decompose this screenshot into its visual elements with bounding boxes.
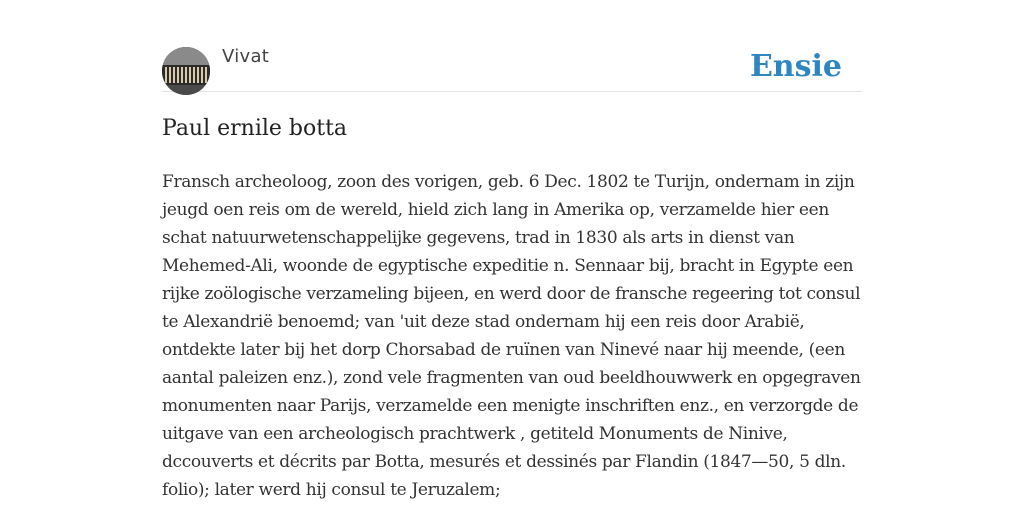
header bbox=[162, 0, 862, 92]
page-container bbox=[162, 0, 862, 500]
avatar[interactable] bbox=[162, 47, 210, 95]
article-title: Paul ernile botta bbox=[162, 116, 348, 141]
avatar-icon bbox=[162, 47, 210, 95]
brand-logo[interactable]: Ensie bbox=[749, 49, 842, 84]
article-body: Fransch archeoloog, zoon des vorigen, geb. 6 Dec. 1802 te Turijn, ondernam in zijn jeugd oen reis om de wereld, hield zich lang in Amerika op, verzamelde hier een schat natuurwetenschappelijke gegevens, trad in 1830 als arts in dienst van Mehemed-Ali, woonde de egyptische expeditie n. Sennaar bij, bracht in Egypte een rijke zoölogische verzameling bijeen, en werd door de fransche regeering tot consul te Alexandrië benoemd; van 'uit deze stad ondernam hij een reis door Arabië, ontdekte later bij het dorp Chorsabad de ruïnen van Ninevé naar hij meende, (een aantal paleizen enz.), zond vele fragmenten van oud beeldhouwwerk en opgegraven monumenten naar Parijs, verzamelde een menigte inschriften enz., en verzorgde de uitgave van een archeologisch prachtwerk , getiteld Monuments de Ninive, dccouverts et décrits par Botta, mesurés et dessinés par Flandin (1847—50, 5 dln. folio); later werd hij consul te Jeruzalem; bbox=[162, 172, 861, 500]
author-name[interactable]: Vivat bbox=[222, 46, 270, 67]
